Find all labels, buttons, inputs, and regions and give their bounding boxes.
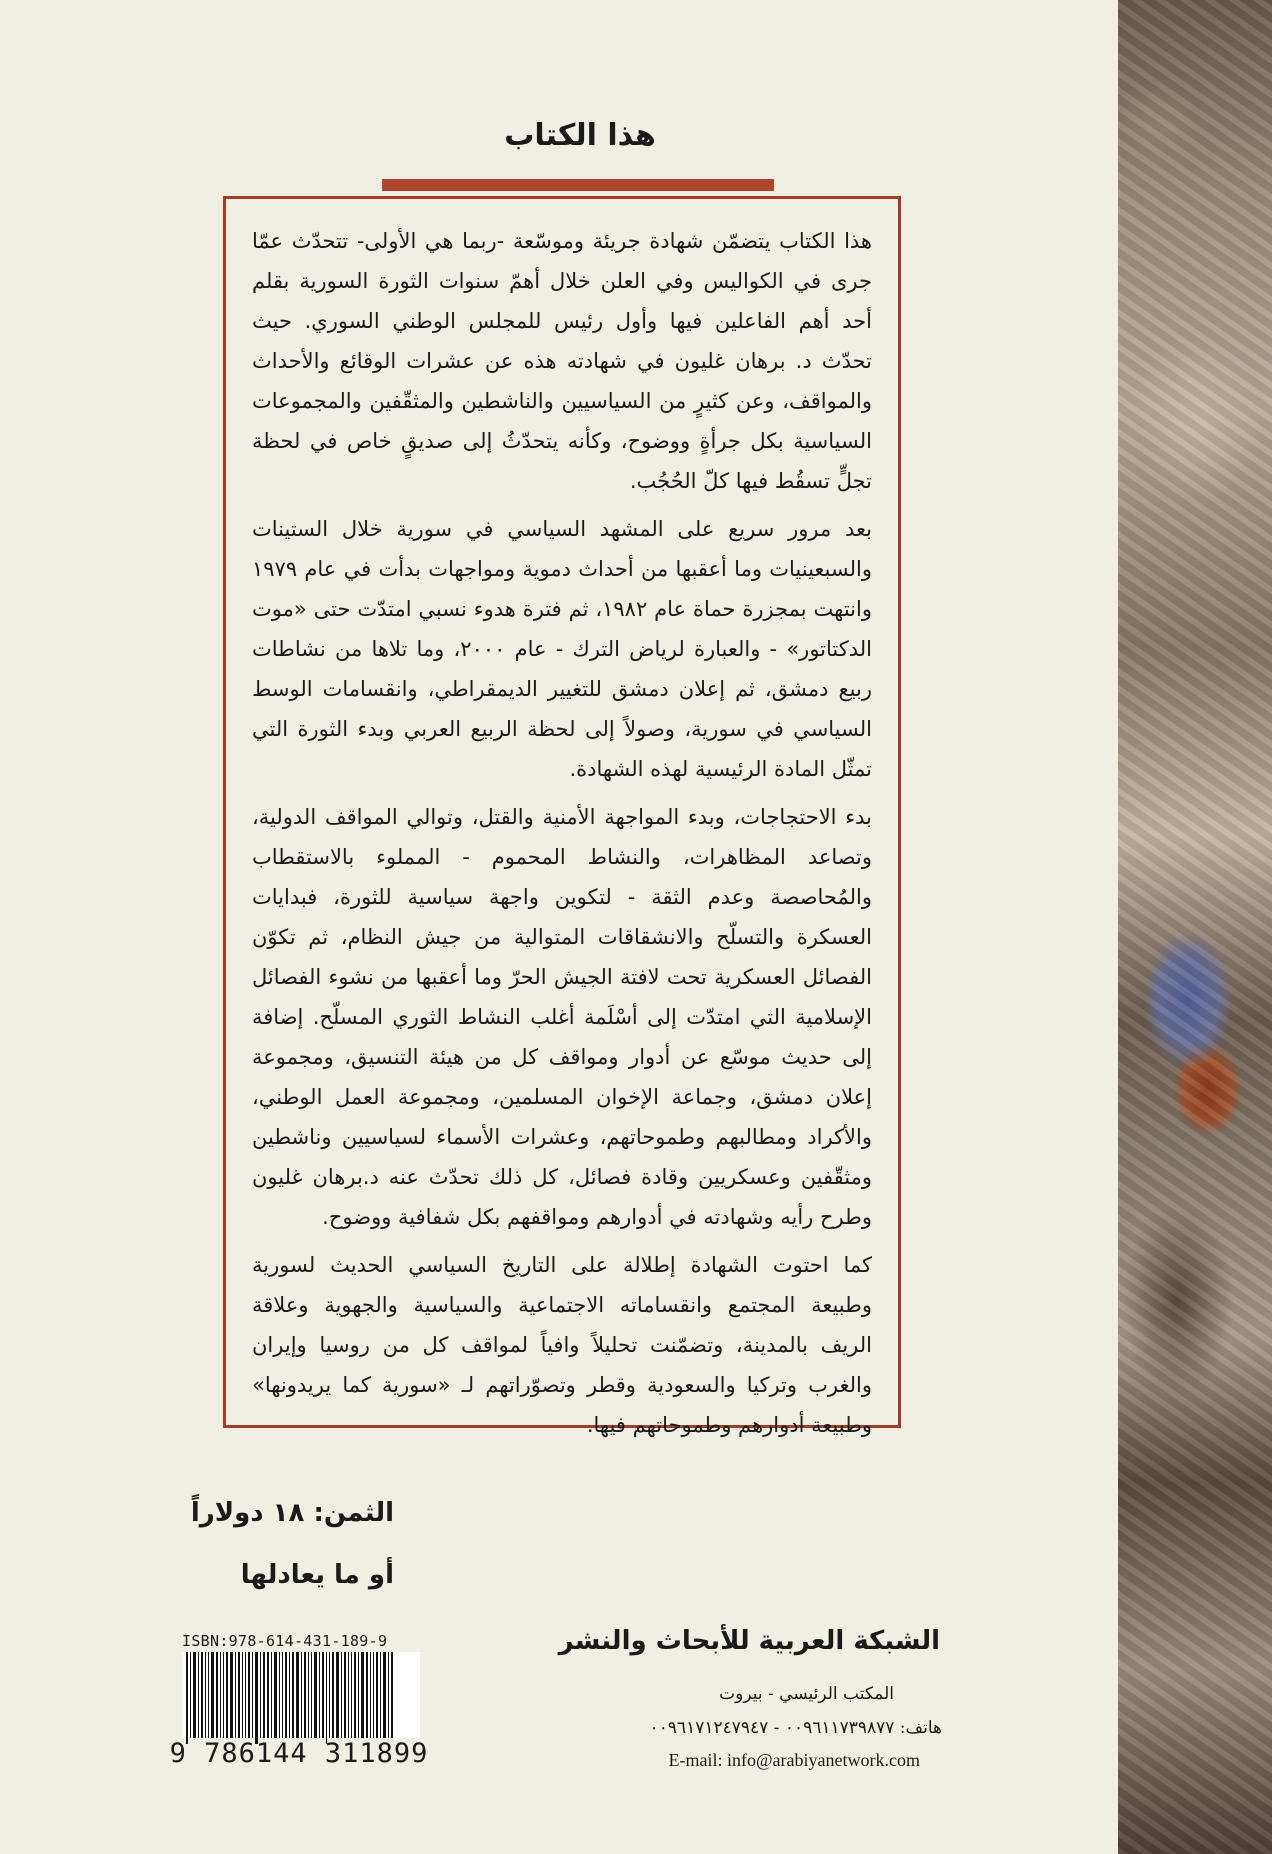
barcode-bar <box>388 1652 389 1738</box>
barcode-bar <box>205 1652 206 1738</box>
barcode-bar <box>201 1652 203 1738</box>
phone-label: هاتف: <box>899 1718 942 1738</box>
blurb-box <box>223 196 901 1437</box>
barcode-bar <box>336 1652 339 1738</box>
barcode-bar <box>226 1652 228 1738</box>
barcode-bar <box>383 1652 386 1738</box>
barcode-bar <box>252 1652 253 1738</box>
blurb-paragraph-4: كما احتوت الشهادة إطلالة على التاريخ السياسي الحديث لسورية وطبيعة المجتمع وانقساماته الاجتماعية والسياسية والجهوية وعلاقة الريف بالمدينة، وتضمّنت تحليلاً وافياً لمواقف كل من روسيا وإيران والغرب وتركيا والسعودية وقطر وتصوّراتهم لـ «سورية كما يريدونها» وطبيعة أدوارهم وطموحاتهم فيها. <box>252 1253 872 1437</box>
barcode-bar <box>332 1652 334 1738</box>
publisher-email: E-mail: info@arabiyanetwork.com <box>668 1750 920 1770</box>
barcode-bar <box>370 1652 371 1738</box>
barcode-bar <box>245 1652 246 1738</box>
barcode-bar <box>354 1652 356 1738</box>
barcode-bar <box>248 1652 250 1738</box>
barcode-bar <box>329 1652 330 1738</box>
barcode-bar <box>366 1652 368 1738</box>
barcode-bar <box>260 1652 261 1738</box>
barcode-bar <box>319 1652 320 1738</box>
barcode-bar <box>186 1652 188 1744</box>
barcode-bar <box>242 1652 243 1738</box>
barcode-bar <box>267 1652 269 1738</box>
barcode-bar <box>289 1652 290 1738</box>
barcode-bar <box>348 1652 349 1738</box>
barcode-bar <box>271 1652 272 1738</box>
barcode-bar <box>308 1652 309 1738</box>
barcode-bar <box>351 1652 352 1738</box>
blurb-paragraph-3: بدء الاحتجاجات، وبدء المواجهة الأمنية والقتل، وتوالي المواقف الدولية، وتصاعد المظاهرات، والنشاط المحموم - المملوء بالاستقطاب والمُحاصصة وعدم الثقة - لتكوين واجهة سياسية للثورة، فبدايات العسكرة والتسلّح والانشقاقات المتوالية من جيش النظام، ثم تكوّن الفصائل العسكرية تحت لافتة الجيش الحرّ وما أعقبها من نشوء الفصائل الإسلامية التي امتدّت إلى أسْلَمة أغلب النشاط الثوري المسلّح. إضافة إلى حديث موسّع عن أدوار ومواقف كل من هيئة التنسيق، ومجموعة إعلان دمشق، وجماعة الإخوان المسلمين، ومجموعة العمل الوطني، والأكراد ومطالبهم وطموحاتهم، وعشرات الأسماء لسياسيين وناشطين ومثقّفين وعسكريين وقادة فصائل، كل ذلك تحدّث عنه د.برهان غليون وطرح رأيه وشهادته في أدوارهم ومواقفهم بكل شفافية ووضوح. <box>252 805 872 1229</box>
barcode-bar <box>282 1652 283 1738</box>
price-label: الثمن: ١٨ دولاراً <box>190 1498 394 1528</box>
barcode-bar <box>301 1652 302 1738</box>
barcode-bar <box>376 1652 378 1738</box>
barcode-bar <box>211 1652 214 1738</box>
barcode-bar <box>361 1652 364 1738</box>
page-title: هذا الكتاب <box>504 118 656 153</box>
publisher-phone-row <box>540 1718 942 1738</box>
barcode-bar <box>255 1652 258 1744</box>
barcode-bar <box>190 1652 191 1738</box>
barcode-bar <box>322 1652 324 1738</box>
barcode-bar <box>216 1652 218 1738</box>
phone-numbers: ٠٠٩٦١١٧٣٩٨٧٧ - ٠٠٩٦١٧١٢٤٧٩٤٧ <box>649 1718 895 1738</box>
barcode-bar <box>341 1652 342 1738</box>
isbn-text: ISBN:978-614-431-189-9 <box>182 1632 388 1650</box>
blurb-paragraph-1: هذا الكتاب يتضمّن شهادة جريئة وموسّعة -ربما هي الأولى- تتحدّث عمّا جرى في الكواليس وفي العلن خلال أهمّ سنوات الثورة السورية بقلم أحد أهم الفاعلين فيها وأول رئيس للمجلس الوطني السوري. حيث تحدّث د. برهان غليون في شهادته هذه عن عشرات الوقائع والأحداث والمواقف، وعن كثيرٍ من السياسيين والناشطين والمثقّفين والمجموعات السياسية بكل جرأةٍ ووضوح، وكأنه يتحدّثُ إلى صديقٍ خاص في لحظة تجلٍّ تسقُط فيها كلّ الحُجُب. <box>252 229 872 493</box>
barcode-bar <box>223 1652 224 1738</box>
barcode-bar <box>344 1652 346 1738</box>
barcode-bar <box>238 1652 240 1738</box>
publisher-office: المكتب الرئيسي - بيروت <box>719 1684 894 1704</box>
barcode-bar <box>311 1652 312 1738</box>
barcode-bar <box>263 1652 265 1738</box>
barcode-bar <box>274 1652 277 1738</box>
barcode <box>182 1652 420 1738</box>
barcode-bar <box>220 1652 221 1738</box>
blurb-paragraph-2: بعد مرور سريع على المشهد السياسي في سورية خلال الستينات والسبعينيات وما أعقبها من أحداث دموية ومواجهات بدأت في عام ١٩٧٩ وانتهت بمجزرة حماة عام ١٩٨٢، ثم فترة هدوء نسبي امتدّت حتى «موت الدكتاتور» - والعبارة لرياض الترك - عام ٢٠٠٠، وما تلاها من نشاطات ربيع دمشق، ثم إعلان دمشق للتغيير الديمقراطي، وانقسامات الوسط السياسي في سورية، وصولاً إلى لحظة الربيع العربي وبدء الثورة التي تمثّل المادة الرئيسية لهذه الشهادة. <box>252 517 873 781</box>
barcode-bar <box>373 1652 374 1738</box>
barcode-bar <box>304 1652 306 1738</box>
barcode-bar <box>193 1652 196 1738</box>
barcode-bar <box>296 1652 299 1738</box>
publisher-name: الشبكة العربية للأبحاث والنشر <box>558 1626 940 1656</box>
barcode-bar <box>208 1652 209 1738</box>
price-alt-label: أو ما يعادلها <box>240 1560 394 1590</box>
barcode-bar <box>326 1652 327 1744</box>
barcode-bar <box>380 1652 381 1738</box>
barcode-digits: 9 786144 311899 <box>169 1738 429 1769</box>
barcode-bar <box>358 1652 359 1738</box>
barcode-bar <box>285 1652 287 1738</box>
barcode-bar <box>235 1652 236 1738</box>
barcode-bar <box>314 1652 317 1738</box>
title-accent-bar <box>382 179 774 191</box>
barcode-bar <box>391 1652 393 1738</box>
cover-photo-strip <box>1118 0 1272 1854</box>
barcode-bar <box>230 1652 233 1738</box>
barcode-bar <box>292 1652 294 1738</box>
barcode-bar <box>279 1652 280 1738</box>
barcode-bar <box>198 1652 199 1738</box>
